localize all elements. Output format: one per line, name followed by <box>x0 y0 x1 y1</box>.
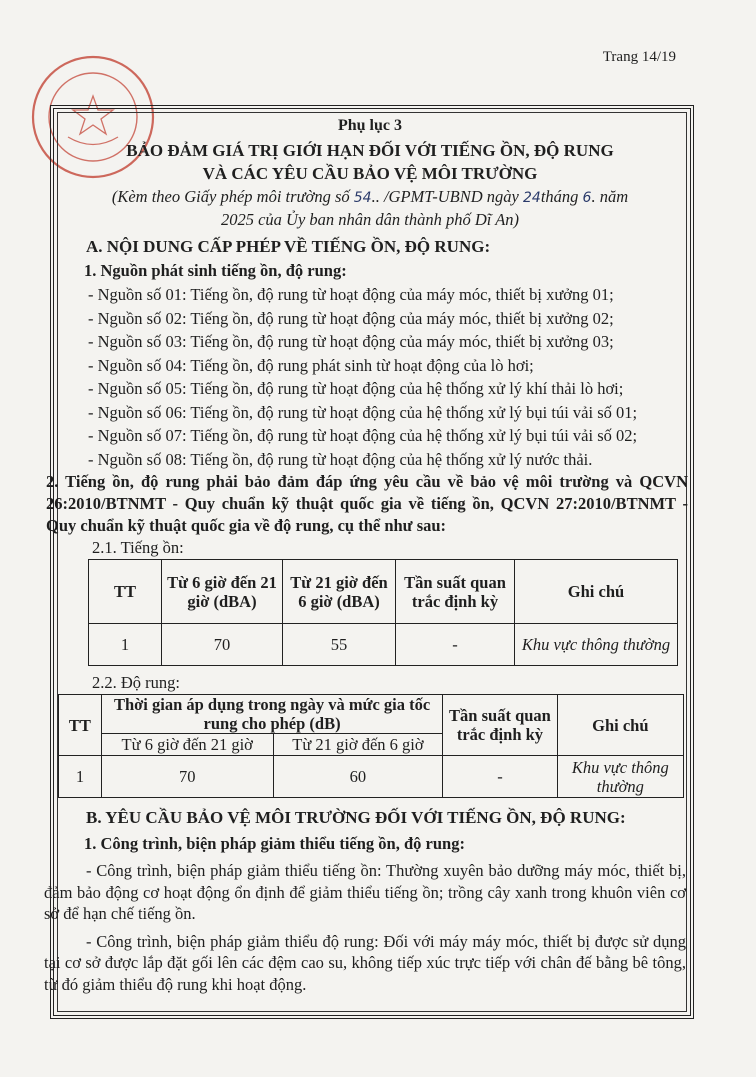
table-header: Tần suất quan trắc định kỳ <box>396 560 515 624</box>
table-cell: 1 <box>59 756 102 798</box>
section-b-sub1-title: 1. Công trình, biện pháp giảm thiểu tiếng ồn, độ rung: <box>84 834 465 853</box>
table-header: Từ 21 giờ đến 6 giờ <box>273 734 443 756</box>
handwritten-number: 54 <box>353 190 372 206</box>
list-item: - Nguồn số 03: Tiếng ồn, độ rung từ hoạt động của máy móc, thiết bị xưởng 03; <box>88 332 614 351</box>
handwritten-month: 6 <box>582 190 592 206</box>
table-cell: - <box>396 624 515 666</box>
document-body <box>44 108 696 995</box>
table-header: TT <box>89 560 162 624</box>
paragraph-noise-measures: - Công trình, biện pháp giảm thiểu tiếng ồn: Thường xuyên bảo dưỡng máy móc, thiết bị, đảm bảo động cơ hoạt động ổn định để giảm thiểu tiếng ồn; trồng cây xanh trong khuôn viên cơ sở để hạn chế tiếng ồn. <box>44 861 686 923</box>
table-cell: 55 <box>283 624 396 666</box>
vibration-caption: 2.2. Độ rung: <box>92 673 180 692</box>
section-a-title: A. NỘI DUNG CẤP PHÉP VỀ TIẾNG ỒN, ĐỘ RUNG: <box>86 237 491 256</box>
table-row <box>59 695 684 734</box>
title-line-2: VÀ CÁC YÊU CẦU BẢO VỆ MÔI TRƯỜNG <box>202 164 538 183</box>
table-cell: Khu vực thông thường <box>515 624 678 666</box>
list-item: - Nguồn số 07: Tiếng ồn, độ rung từ hoạt động của hệ thống xử lý bụi túi vải số 02; <box>88 426 638 445</box>
table-cell: - <box>443 756 557 798</box>
table-row <box>89 624 678 666</box>
paragraph-vibration-measures: - Công trình, biện pháp giảm thiểu độ rung: Đối với máy máy móc, thiết bị được sử dụng tại cơ sở được lắp đặt gối lên các đệm cao su, không tiếp xúc trực tiếp với chân đế bằng bê tông, từ đó giảm thiểu độ rung khi hoạt động. <box>44 931 686 994</box>
table-row <box>59 756 684 798</box>
section-b-title: B. YÊU CẦU BẢO VỆ MÔI TRƯỜNG ĐỐI VỚI TIẾNG ỒN, ĐỘ RUNG: <box>86 808 626 827</box>
table-header: Thời gian áp dụng trong ngày và mức gia tốc rung cho phép (dB) <box>101 695 442 734</box>
title-line-1: BẢO ĐẢM GIÁ TRỊ GIỚI HẠN ĐỐI VỚI TIẾNG ỒN, ĐỘ RUNG <box>126 141 614 160</box>
table-header: Ghi chú <box>515 560 678 624</box>
table-cell: 70 <box>101 756 273 798</box>
page-number: Trang 14/19 <box>602 49 676 65</box>
handwritten-day: 24 <box>522 190 541 206</box>
table-row <box>89 560 678 624</box>
section-a-sub1-title: 1. Nguồn phát sinh tiếng ồn, độ rung: <box>84 261 347 280</box>
subtitle: (Kèm theo Giấy phép môi trường số 54.. /GPMT-UBND ngày 24tháng 6. năm 2025 của Ủy ban nhân dân thành phố Dĩ An) <box>111 187 629 229</box>
table-cell: Khu vực thông thường <box>557 756 683 798</box>
source-list <box>44 283 696 471</box>
table-header: Ghi chú <box>557 695 683 756</box>
list-item: - Nguồn số 08: Tiếng ồn, độ rung từ hoạt động của hệ thống xử lý nước thải. <box>88 449 593 469</box>
vibration-table <box>58 694 684 798</box>
table-cell: 1 <box>89 624 162 666</box>
table-header: Tần suất quan trắc định kỳ <box>443 695 557 756</box>
table-cell: 60 <box>273 756 443 798</box>
table-header: Từ 6 giờ đến 21 giờ <box>101 734 273 756</box>
section-a-sub2-text: 2. Tiếng ồn, độ rung phải bảo đảm đáp ứng yêu cầu về bảo vệ môi trường và QCVN 26:2010/BTNMT - Quy chuẩn kỹ thuật quốc gia về tiếng ồn, QCVN 27:2010/BTNMT - Quy chuẩn kỹ thuật quốc gia về độ rung, cụ thể như sau: <box>46 472 688 535</box>
table-header: Từ 21 giờ đến 6 giờ (dBA) <box>283 560 396 624</box>
table-header: Từ 6 giờ đến 21 giờ (dBA) <box>162 560 283 624</box>
list-item: - Nguồn số 06: Tiếng ồn, độ rung từ hoạt động của hệ thống xử lý bụi túi vải số 01; <box>88 402 638 422</box>
noise-table <box>88 559 678 666</box>
noise-caption: 2.1. Tiếng ồn: <box>92 538 184 557</box>
table-cell: 70 <box>162 624 283 666</box>
table-header: TT <box>59 695 102 756</box>
list-item: - Nguồn số 01: Tiếng ồn, độ rung từ hoạt động của máy móc, thiết bị xưởng 01; <box>88 285 614 304</box>
list-item: - Nguồn số 02: Tiếng ồn, độ rung từ hoạt động của máy móc, thiết bị xưởng 02; <box>88 308 614 328</box>
appendix-label: Phụ lục 3 <box>337 117 402 134</box>
list-item: - Nguồn số 05: Tiếng ồn, độ rung từ hoạt động của hệ thống xử lý khí thải lò hơi; <box>88 379 624 398</box>
list-item: - Nguồn số 04: Tiếng ồn, độ rung phát sinh từ hoạt động của lò hơi; <box>88 355 534 375</box>
